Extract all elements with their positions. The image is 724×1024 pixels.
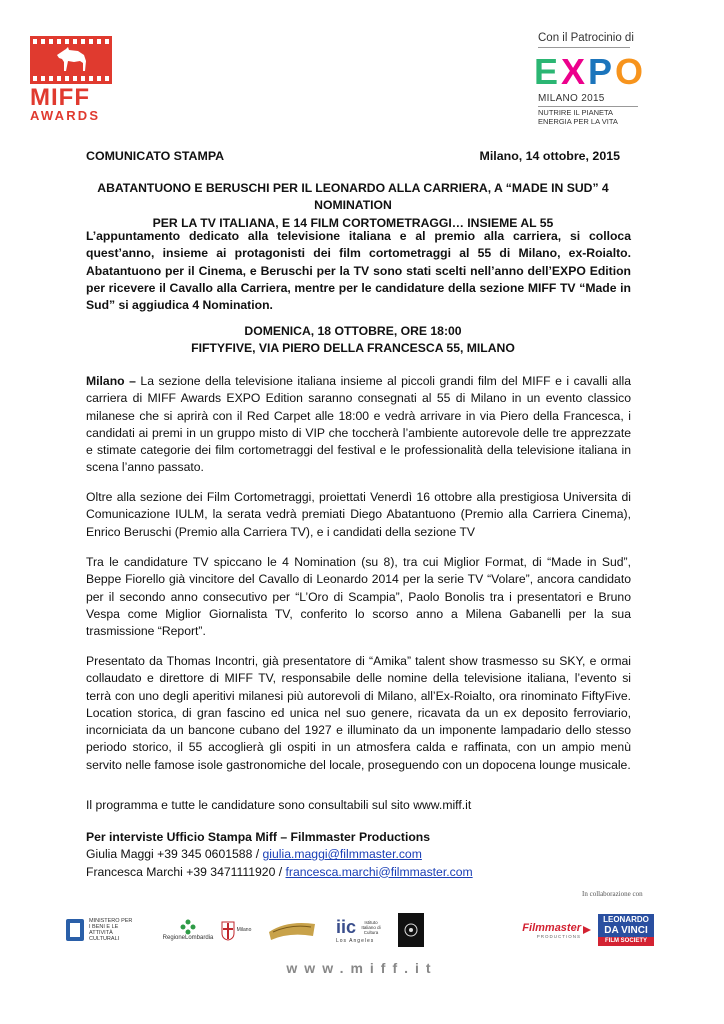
leonardo-text-1: LEONARDO — [598, 914, 654, 925]
event-info — [86, 323, 620, 358]
film-festival-logo — [266, 910, 318, 950]
lead-paragraph: L’appuntamento dedicato alla televisione italiana e al premio alla carriera, si colloca quest’anno, insieme ai protagonisti dei film cortometraggi al 55 di Milano, ex-Roialto. Abatantuono per il Cinema, e Beruschi per la TV sono stati scelti nell’anno dell’EXPO Edition per ricevere il Cavallo alla Carriera, mentre per le candidature della sezione MIFF TV “Made in Sud” si aggiudica 4 Nomination. — [86, 229, 631, 313]
filmmaster-text: Filmmaster — [522, 921, 581, 934]
iic-subtitle: Istituto Italiano di Cultura — [361, 919, 381, 935]
event-venue: FIFTYFIVE, VIA PIERO DELLA FRANCESCA 55, MILANO — [191, 341, 515, 356]
iic-text: iic — [336, 916, 357, 937]
expo-letter-e: E — [534, 51, 559, 92]
email-link-francesca[interactable]: francesca.marchi@filmmaster.com — [285, 864, 473, 879]
collaboration-label: In collaborazione con — [582, 890, 643, 898]
paragraph-text: La sezione della televisione italiana insieme al piccoli grandi film del MIFF e i cavalli alla carriera di MIFF Awards EXPO Edition saranno consegnati al 55 di Milano in un evento classico milanese che si aprirà con il Red Carpet alle 18:00 e vedrà arrivare in via Piero della Francesca, i candidati ai premi in un gruppo misto di VIP che toccherà l’ambiente autorevole delle tre apprezzate e stimate categorie dei film cortometraggi del festival e le professionalità della televisione italiana in scena l’anno passato. — [86, 374, 631, 475]
contact-name-phone: Francesca Marchi +39 3471111920 / — [86, 864, 286, 879]
filmmaster-subtitle: PRODUCTIONS — [536, 933, 581, 939]
email-link-giulia[interactable]: giulia.maggi@filmmaster.com — [262, 847, 422, 862]
miff-awards-logo — [30, 36, 116, 122]
leonardo-da-vinci-logo — [598, 912, 654, 948]
sponsor-logos — [64, 910, 664, 954]
press-contacts — [86, 829, 473, 881]
document-label: COMUNICATO STAMPA — [86, 149, 225, 163]
comune-milano-logo — [216, 910, 256, 950]
expo-tagline-2: ENERGIA PER LA VITA — [538, 117, 618, 126]
fiftyfive-emblem-icon — [402, 921, 420, 939]
patrocinio-label: Con il Patrocinio di — [538, 32, 634, 44]
paragraph-lead-in: Milano – — [86, 374, 136, 388]
expo-letters — [534, 52, 643, 92]
divider — [538, 106, 638, 107]
iic-los-angeles-logo — [336, 910, 392, 950]
leonardo-text-3: FILM SOCIETY — [598, 937, 654, 946]
expo-2015-logo — [532, 30, 692, 130]
event-date: DOMENICA, 18 OTTOBRE, ORE 18:00 — [244, 324, 462, 338]
footer-url[interactable]: www.miff.it — [286, 960, 438, 976]
film-strip-horse-icon — [30, 36, 112, 84]
contact-name-phone: Giulia Maggi +39 345 0601588 / — [86, 847, 263, 862]
expo-letter-x: X — [561, 51, 586, 92]
headline — [86, 180, 620, 232]
leonardo-text-2: DA VINCI — [598, 925, 654, 937]
lombardia-text: RegioneLombardia — [162, 935, 214, 941]
iic-city: Los Angeles — [336, 937, 375, 944]
body-paragraph-2: Oltre alla sezione dei Film Cortometraggi, proiettati Venerdì 16 ottobre alla prestigiosa Universita di Comunicazione IULM, la serata vedrà premiati Diego Abatantuono (Premio alla Carriera Cinema), Enrico Beruschi (Premio alla Carriera TV), e i candidati della sezione TV — [86, 490, 631, 539]
contacts-title: Per interviste Ufficio Stampa Miff – Filmmaster Productions — [86, 830, 431, 844]
expo-tagline-1: NUTRIRE IL PIANETA — [538, 108, 614, 117]
mibact-logo — [64, 910, 138, 950]
expo-milano: MILANO 2015 — [538, 93, 605, 104]
body-paragraph-1 — [86, 373, 631, 477]
contact-row — [86, 864, 473, 881]
milano-crest-icon — [221, 919, 235, 941]
mibact-emblem-icon — [64, 917, 86, 943]
lombardia-rose-icon — [180, 919, 196, 935]
headline-line-1: ABATANTUONO E BERUSCHI PER IL LEONARDO ALLA CARRIERA, A “MADE IN SUD” 4 NOMINATION — [97, 181, 609, 213]
divider — [538, 47, 630, 48]
filmstrip-icon — [267, 918, 317, 942]
expo-letter-p: P — [588, 51, 613, 92]
contact-row — [86, 846, 473, 863]
document-date: Milano, 14 ottobre, 2015 — [479, 149, 620, 163]
body-paragraph-4: Presentato da Thomas Incontri, già presentatore di “Amika” talent show trasmesso su SKY, e ormai collaudato e direttore di MIFF TV, responsabile delle nomine della televisione italiana, l’evento si terrà con uno degli aperitivi milanesi più autorevoli di Milano, all’Ex-Roialto, ora rinominato FiftyFive. Location storica, di gran fascino ed unica nel suo genere, ricavata da un ex deposito ferroviario, incorniciata da un bancone cubano del 1927 e illuminato da un imponente lampadario dello stesso periodo storico, il 55 accoglierà gli ospiti in un atmosfera calda e raffinata, con un ampio menù servito nelle famose isole gastronomiche del locale, proseguendo con un dopocena lounge musicale. — [86, 654, 631, 772]
mibact-text: MINISTERO PER I BENI E LE ATTIVITÀ CULTURALI — [89, 918, 133, 942]
body-paragraph-5: Il programma e tutte le candidature sono consultabili sul sito www.miff.it — [86, 798, 472, 812]
headline-line-2: PER LA TV ITALIANA, E 14 FILM CORTOMETRAGGI… INSIEME AL 55 — [152, 215, 554, 230]
miff-wordmark: MIFF — [30, 84, 90, 111]
filmmaster-arrow-icon — [582, 925, 592, 935]
fiftyfive-logo — [398, 913, 424, 947]
regione-lombardia-logo — [164, 910, 212, 950]
filmmaster-logo — [516, 910, 592, 950]
awards-wordmark: AWARDS — [30, 108, 101, 123]
milano-text: Milano — [236, 927, 252, 933]
body-paragraph-3: Tra le candidature TV spiccano le 4 Nomination (su 8), tra cui Miglior Format, di “Made in Sud”, Beppe Fiorello già vincitore del Cavallo di Leonardo 2014 per la serie TV “Volare”, ancora candidato per il secondo anno consecutivo per “L’Oro di Scampia”, Paolo Bonolis tra i presentatori e Bruno Vespa come Miglior Giornalista TV, conferito lo scorso anno a Milena Gabanelli per la sua trasmissione “Report”. — [86, 555, 631, 639]
expo-letter-o: O — [615, 51, 644, 92]
